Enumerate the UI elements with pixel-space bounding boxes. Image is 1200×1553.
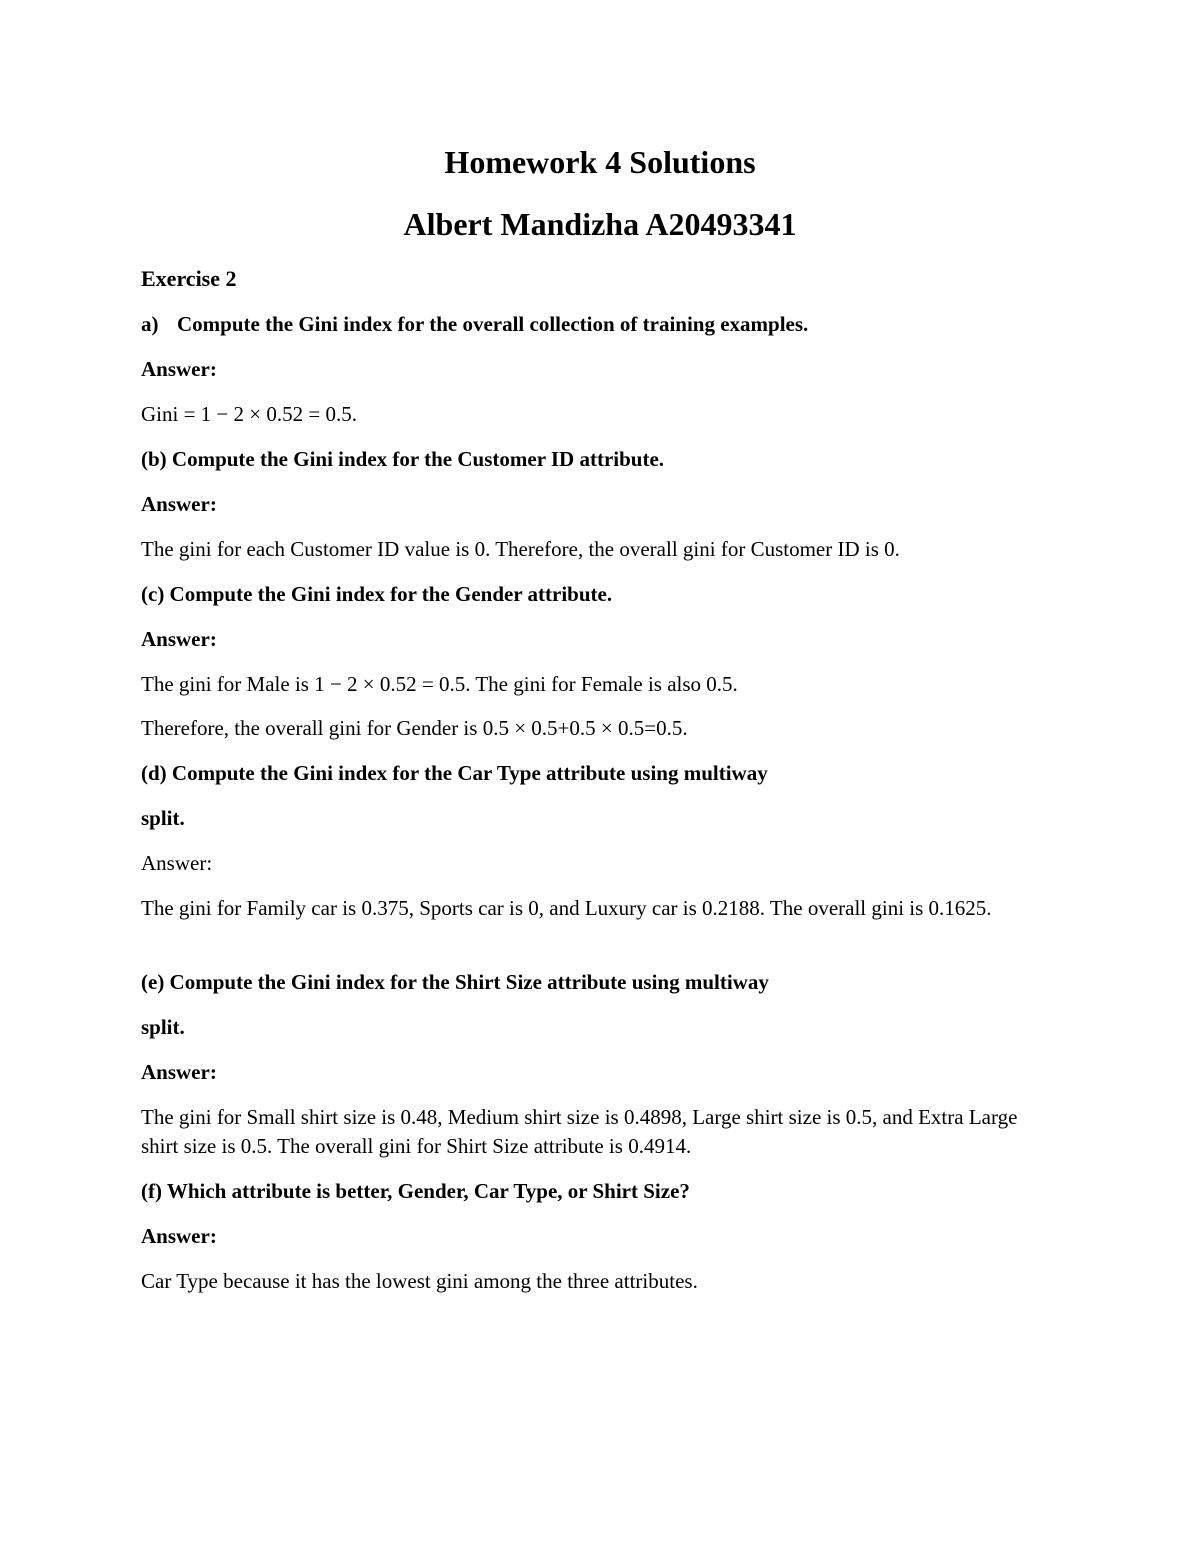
answer-label-b: Answer: — [141, 492, 217, 516]
answer-d: The gini for Family car is 0.375, Sports car is 0, and Luxury car is 0.2188. The overall gini is 0.1625. — [141, 896, 992, 920]
question-b: (b) Compute the Gini index for the Customer ID attribute. — [141, 447, 665, 471]
answer-c-line2: Therefore, the overall gini for Gender is 0.5 × 0.5+0.5 × 0.5=0.5. — [141, 716, 688, 740]
document-title: Homework 4 Solutions — [444, 144, 756, 180]
exercise-heading: Exercise 2 — [141, 266, 237, 291]
question-c: (c) Compute the Gini index for the Gender attribute. — [141, 582, 613, 606]
answer-c-line1: The gini for Male is 1 − 2 × 0.52 = 0.5. The gini for Female is also 0.5. — [141, 672, 738, 696]
question-a — [141, 310, 1061, 339]
answer-label-a: Answer: — [141, 357, 217, 381]
answer-e: The gini for Small shirt size is 0.48, Medium shirt size is 0.4898, Large shirt size is 0.5, and Extra Large shirt size is 0.5. The overall gini for Shirt Size attribute is 0.4914. — [141, 1105, 1018, 1158]
answer-a: Gini = 1 − 2 × 0.52 = 0.5. — [141, 402, 357, 426]
answer-label-d: Answer: — [141, 851, 213, 875]
answer-f: Car Type because it has the lowest gini among the three attributes. — [141, 1269, 698, 1293]
question-f: (f) Which attribute is better, Gender, Car Type, or Shirt Size? — [141, 1179, 690, 1203]
question-a-label: a) — [141, 312, 159, 336]
answer-b: The gini for each Customer ID value is 0. Therefore, the overall gini for Customer ID is 0. — [141, 537, 900, 561]
author-line: Albert Mandizha A20493341 — [403, 206, 797, 242]
question-e-line2: split. — [141, 1015, 185, 1039]
question-d-line1: (d) Compute the Gini index for the Car Type attribute using multiway — [141, 761, 768, 785]
question-d-line2: split. — [141, 806, 185, 830]
question-a-text: Compute the Gini index for the overall collection of training examples. — [177, 312, 809, 336]
answer-label-e: Answer: — [141, 1060, 217, 1084]
question-e-line1: (e) Compute the Gini index for the Shirt Size attribute using multiway — [141, 970, 769, 994]
answer-label-c: Answer: — [141, 627, 217, 651]
answer-label-f: Answer: — [141, 1224, 217, 1248]
